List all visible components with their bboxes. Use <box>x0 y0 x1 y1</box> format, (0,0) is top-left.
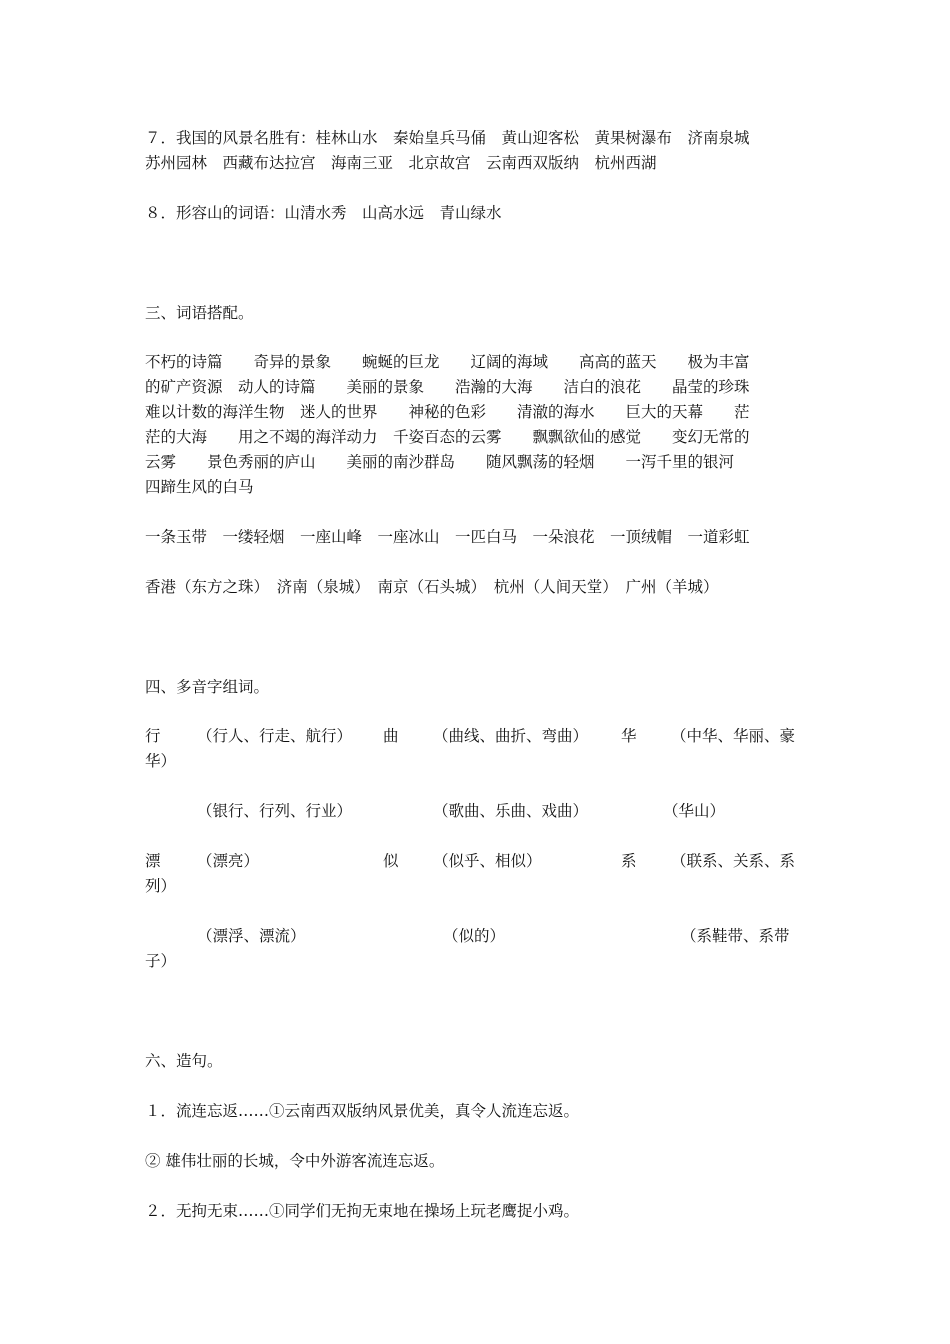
char-piao: 漂 <box>145 852 161 870</box>
si-words-a: （似乎、相似） <box>433 852 542 870</box>
char-xing: 行 <box>145 727 161 745</box>
si-words-b: （似的） <box>443 927 506 945</box>
polyphone-row-1 <box>145 726 815 746</box>
qu-words-b: （歌曲、乐曲、戏曲） <box>433 802 589 820</box>
phrase-line-6: 四蹄生风的白马 <box>145 478 254 496</box>
char-qu: 曲 <box>383 727 399 745</box>
xi-words-a: （联系、关系、系 <box>671 852 796 870</box>
xi-words-b-wrap: 子） <box>145 952 177 970</box>
polyphone-row-2 <box>145 801 815 821</box>
xing-words-a: （行人、行走、航行） <box>197 727 353 745</box>
char-xi: 系 <box>621 852 637 870</box>
section-3-heading: 三、词语搭配。 <box>145 304 254 322</box>
city-names-line: 香港（东方之珠） 济南（泉城） 南京（石头城） 杭州（人间天堂） 广州（羊城） <box>145 578 719 596</box>
piao-words-b: （漂浮、漂流） <box>197 927 306 945</box>
char-si: 似 <box>383 852 399 870</box>
piao-words-a: （漂亮） <box>197 852 260 870</box>
phrase-line-2: 的矿产资源 动人的诗篇 美丽的景象 浩瀚的大海 洁白的浪花 晶莹的珍珠 <box>145 378 750 396</box>
sentence-1: １．流连忘返……①云南西双版纳风景优美，真令人流连忘返。 <box>145 1102 580 1120</box>
polyphone-row-4 <box>145 926 815 946</box>
scenic-spots-line-1: ７．我国的风景名胜有：桂林山水 秦始皇兵马俑 黄山迎客松 黄果树瀑布 济南泉城 <box>145 129 750 147</box>
xing-words-b: （银行、行列、行业） <box>197 802 353 820</box>
sentence-1b: ② 雄伟壮丽的长城，令中外游客流连忘返。 <box>145 1152 445 1170</box>
phrase-line-4: 茫的大海 用之不竭的海洋动力 千姿百态的云雾 飘飘欲仙的感觉 变幻无常的 <box>145 428 750 446</box>
phrase-line-5: 云雾 景色秀丽的庐山 美丽的南沙群岛 随风飘荡的轻烟 一泻千里的银河 <box>145 453 735 471</box>
char-hua: 华 <box>621 727 637 745</box>
phrase-line-1: 不朽的诗篇 奇异的景象 蜿蜒的巨龙 辽阔的海域 高高的蓝天 极为丰富 <box>145 353 750 371</box>
mountain-words-line: ８．形容山的词语：山清水秀 山高水远 青山绿水 <box>145 204 502 222</box>
xi-words-b: （系鞋带、系带 <box>681 927 790 945</box>
sentence-2: ２．无拘无束……①同学们无拘无束地在操场上玩老鹰捉小鸡。 <box>145 1202 580 1220</box>
phrase-line-3: 难以计数的海洋生物 迷人的世界 神秘的色彩 清澈的海水 巨大的天幕 茫 <box>145 403 750 421</box>
scenic-spots-line-2: 苏州园林 西藏布达拉宫 海南三亚 北京故宫 云南西双版纳 杭州西湖 <box>145 154 657 172</box>
section-4-heading: 四、多音字组词。 <box>145 678 270 696</box>
qu-words-a: （曲线、曲折、弯曲） <box>433 727 589 745</box>
polyphone-row-3 <box>145 851 815 871</box>
measure-words-line: 一条玉带 一缕轻烟 一座山峰 一座冰山 一匹白马 一朵浪花 一顶绒帽 一道彩虹 <box>145 528 750 546</box>
hua-words-a: （中华、华丽、豪 <box>671 727 796 745</box>
section-6-heading: 六、造句。 <box>145 1052 223 1070</box>
xi-words-a-wrap: 列） <box>145 877 177 895</box>
hua-words-a-wrap: 华） <box>145 752 177 770</box>
hua-words-b: （华山） <box>663 802 726 820</box>
